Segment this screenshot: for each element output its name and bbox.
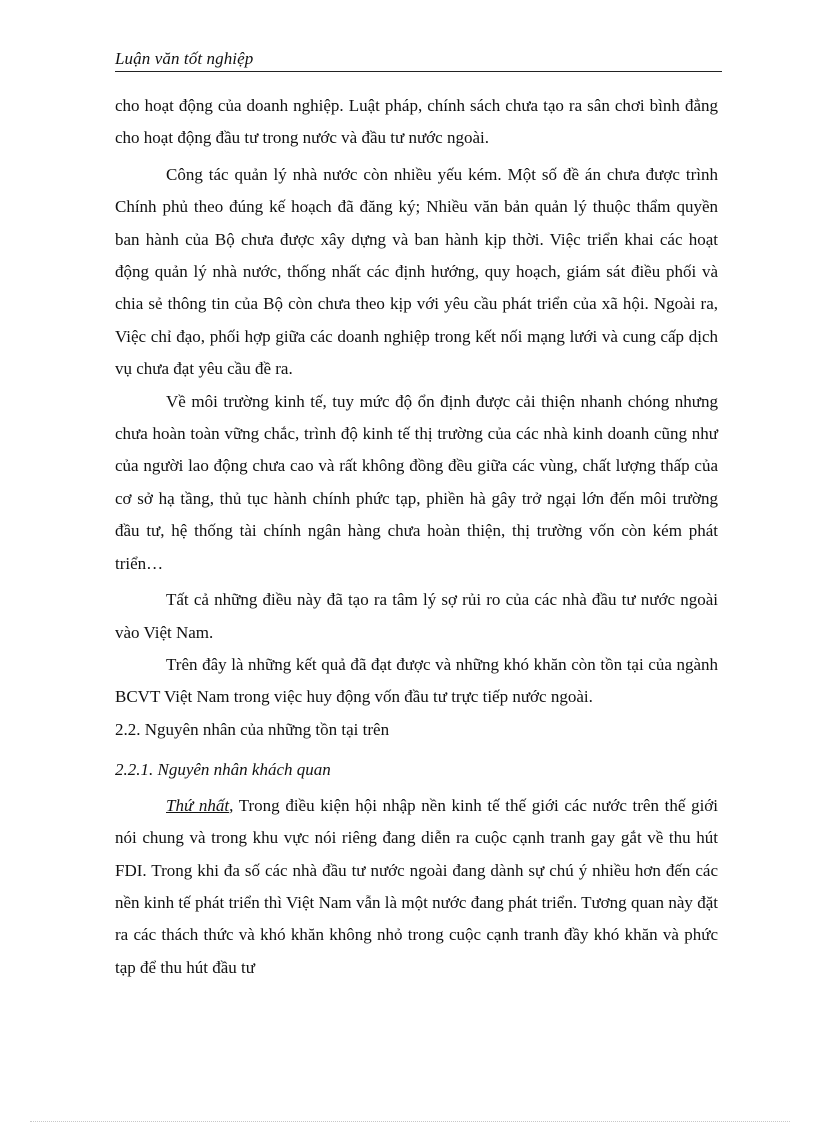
- paragraph-4: Tất cả những điều này đã tạo ra tâm lý sợ rủi ro của các nhà đầu tư nước ngoài vào Việt Nam.: [115, 590, 718, 642]
- paragraph-1: cho hoạt động của doanh nghiệp. Luật pháp, chính sách chưa tạo ra sân chơi bình đẳng cho hoạt động đầu tư trong nước và đầu tư nước ngoài.: [115, 96, 718, 148]
- paragraph-6: [115, 790, 718, 984]
- footer-divider: [30, 1121, 790, 1122]
- document-body: [115, 90, 718, 984]
- section-heading-2-2: 2.2. Nguyên nhân của những tồn tại trên: [115, 719, 390, 739]
- paragraph-6-lead: Thứ nhất: [166, 795, 230, 815]
- paragraph-5: Trên đây là những kết quả đã đạt được và những khó khăn còn tồn tại của ngành BCVT Việt Nam trong việc huy động vốn đầu tư trực tiếp nước ngoài.: [115, 654, 718, 707]
- header-title: Luận văn tốt nghiệp: [115, 49, 254, 68]
- section-heading-2-2-1: 2.2.1. Nguyên nhân khách quan: [115, 759, 331, 779]
- paragraph-6-text: , Trong điều kiện hội nhập nền kinh tế thế giới các nước trên thế giới nói chung và trong khu vực nói riêng đang diễn ra cuộc cạnh tranh gay gắt về thu hút FDI. Trong khi đa số các nhà đầu tư nước ngoài đang dành sự chú ý nhiều hơn đến các nền kinh tế phát triển thì Việt Nam vẫn là một nước đang phát triển. Tương quan này đặt ra các thách thức và khó khăn không nhỏ trong cuộc cạnh tranh đầy khó khăn và phức tạp để thu hút đầu tư: [115, 795, 718, 977]
- paragraph-2: Công tác quản lý nhà nước còn nhiều yếu kém. Một số đề án chưa được trình Chính phủ theo đúng kế hoạch đã đăng ký; Nhiều văn bản quản lý thuộc thẩm quyền ban hành của Bộ chưa được xây dựng và ban hành kịp thời. Việc triển khai các hoạt động quản lý nhà nước, thống nhất các định hướng, quy hoạch, giám sát điều phối và chia sẻ thông tin của Bộ còn chưa theo kịp với yêu cầu phát triển của xã hội. Ngoài ra, Việc chỉ đạo, phối hợp giữa các doanh nghiệp trong kết nối mạng lưới và cung cấp dịch vụ chưa đạt yêu cầu đề ra.: [115, 164, 718, 379]
- page-header: [115, 48, 722, 72]
- paragraph-3: Về môi trường kinh tế, tuy mức độ ổn định được cải thiện nhanh chóng nhưng chưa hoàn toàn vững chắc, trình độ kinh tế thị trường của các nhà kinh doanh cũng như của người lao động chưa cao và rất không đồng đều giữa các vùng, chất lượng thấp của cơ sở hạ tầng, thủ tục hành chính phức tạp, phiền hà gây trở ngại lớn đến môi trường đầu tư, hệ thống tài chính ngân hàng chưa hoàn thiện, thị trường vốn còn kém phát triển…: [115, 391, 718, 573]
